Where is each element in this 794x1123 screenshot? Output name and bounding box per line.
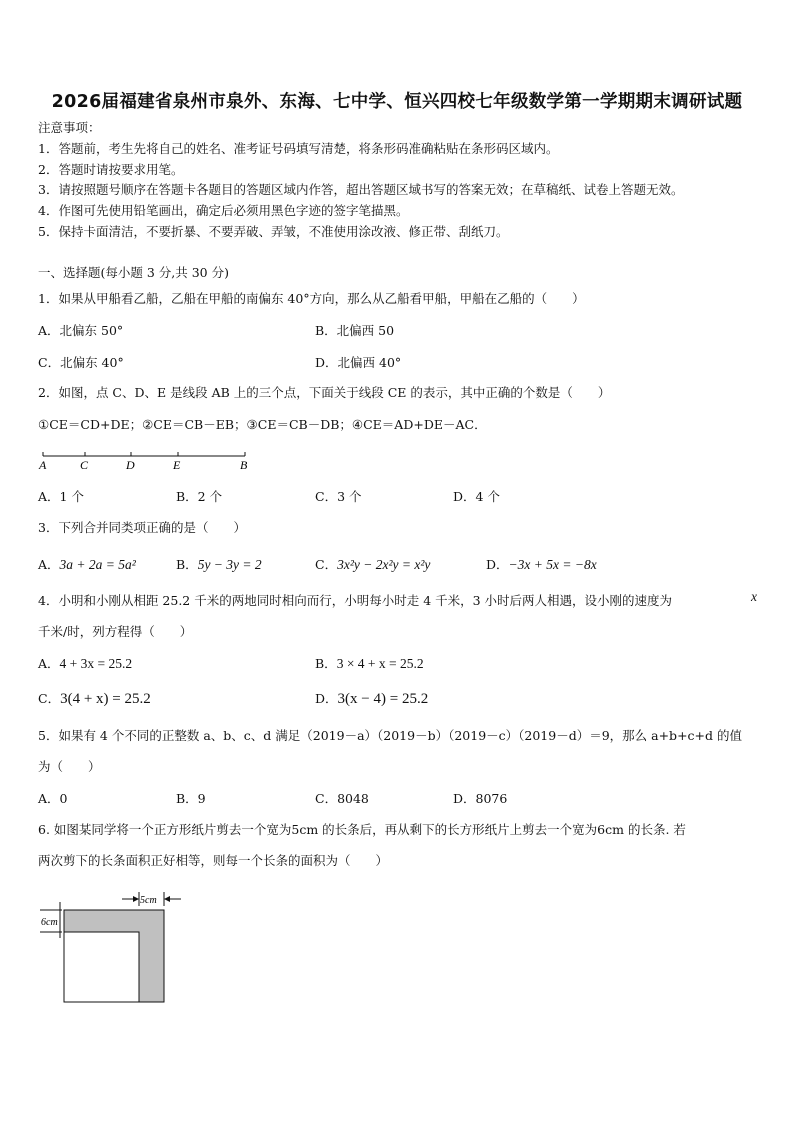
notice-item-5: 5．保持卡面清洁，不要折暴、不要弄破、弄皱，不准使用涂改液、修正带、刮纸刀。 — [38, 224, 509, 239]
notice-item-4: 4．作图可先使用铅笔画出，确定后必须用黑色字迹的签字笔描黑。 — [38, 203, 409, 218]
q5-option-b: B．9 — [176, 791, 206, 806]
q5-stem-line1: 5．如果有 4 个不同的正整数 a、b、c、d 满足（2019－a）（2019－b）（2019－c）（2019－d）＝9，那么 a+b+c+d 的值 — [38, 728, 742, 743]
q2-expressions: ①CE＝CD+DE；②CE＝CB－EB；③CE＝CB－DB；④CE＝AD+DE－AC． — [38, 417, 487, 432]
q3-stem: 3．下列合并同类项正确的是（ ） — [38, 520, 246, 535]
arrowhead-5cm-left — [133, 896, 139, 902]
point-label-d: D — [126, 458, 135, 472]
q3-option-c — [315, 557, 430, 573]
q4-option-d-expr: 3(x − 4) = 25.2 — [337, 691, 429, 707]
point-label-b: B — [240, 458, 248, 472]
q4-option-d — [315, 691, 428, 707]
q2-stem: 2．如图，点 C、D、E 是线段 AB 上的三个点，下面关于线段 CE 的表示，其中正确的个数是（ ） — [38, 385, 611, 400]
q3-option-b-expr: 5y − 3y = 2 — [197, 557, 262, 572]
point-label-a: A — [39, 458, 47, 472]
q3-option-a-expr: 3a + 2a = 5a² — [59, 557, 136, 572]
arrowhead-5cm-right — [164, 896, 170, 902]
q1-option-b: B．北偏西 50 — [315, 323, 395, 338]
q1-stem: 1．如果从甲船看乙船，乙船在甲船的南偏东 40°方向，那么从乙船看甲船，甲船在乙船的（ ） — [38, 291, 585, 306]
section-heading: 一、选择题(每小题 3 分,共 30 分) — [38, 265, 229, 280]
q4-option-b — [315, 656, 424, 672]
notice-heading: 注意事项： — [38, 120, 101, 135]
q2-line-segment-figure — [34, 446, 256, 474]
q3-option-a — [38, 557, 136, 573]
notice-item-3: 3．请按照题号顺序在答题卡各题目的答题区域内作答，超出答题区域书写的答案无效；在草稿纸、试卷上答题无效。 — [38, 182, 684, 197]
q2-option-d: D．4 个 — [453, 489, 500, 504]
q4-option-c-expr: 3(4 + x) = 25.2 — [60, 691, 151, 707]
q1-option-d: D．北偏西 40° — [315, 355, 402, 370]
q2-option-a: A．1 个 — [38, 489, 84, 504]
q6-square-figure — [38, 888, 188, 1010]
q3-option-d-label: D． — [486, 557, 509, 572]
q4-option-d-label: D． — [315, 691, 338, 706]
notice-item-1: 1．答题前，考生先将自己的姓名、准考证号码填写清楚，将条形码准确粘贴在条形码区域内。 — [38, 141, 559, 156]
q3-option-a-label: A． — [38, 557, 60, 572]
q1-option-a: A．北偏东 50° — [38, 323, 124, 338]
point-label-c: C — [80, 458, 89, 472]
q3-option-c-expr: 3x²y − 2x²y = x²y — [337, 557, 431, 572]
q4-variable: x — [751, 589, 757, 604]
remaining-square — [64, 932, 139, 1002]
q4-option-a — [38, 656, 132, 672]
q3-option-b — [176, 557, 262, 573]
q3-option-c-label: C． — [315, 557, 338, 572]
q3-option-d — [486, 557, 597, 573]
point-label-e: E — [173, 458, 181, 472]
q4-option-b-expr: 3 × 4 + x = 25.2 — [336, 656, 424, 671]
q4-option-a-expr: 4 + 3x = 25.2 — [59, 656, 133, 671]
label-6cm: 6cm — [41, 917, 58, 928]
q4-stem-line1 — [38, 589, 757, 609]
q5-option-d: D．8076 — [453, 791, 508, 806]
q4-option-c — [38, 691, 151, 707]
q2-option-c: C．3 个 — [315, 489, 362, 504]
q3-option-b-label: B． — [176, 557, 198, 572]
q5-stem-line2: 为（ ） — [38, 759, 101, 774]
q6-stem-line1: 6. 如图某同学将一个正方形纸片剪去一个宽为5cm 的长条后，再从剩下的长方形纸片上剪去一个宽为6cm 的长条. 若 — [38, 822, 686, 837]
page-title: 2026届福建省泉州市泉外、东海、七中学、恒兴四校七年级数学第一学期期末调研试题 — [51, 92, 743, 112]
q4-option-c-label: C． — [38, 691, 61, 706]
q5-option-c: C．8048 — [315, 791, 369, 806]
q5-option-a: A．0 — [38, 791, 68, 806]
q1-option-c: C．北偏东 40° — [38, 355, 124, 370]
q4-stem-line2: 千米/时，列方程得（ ） — [38, 624, 193, 639]
notice-item-2: 2．答题时请按要求用笔。 — [38, 162, 184, 177]
q6-stem-line2: 两次剪下的长条面积正好相等，则每一个长条的面积为（ ） — [38, 853, 389, 868]
label-5cm: 5cm — [140, 895, 157, 906]
q4-stem-text: 4．小明和小刚从相距 25.2 千米的两地同时相向而行，小明每小时走 4 千米，3 小时后两人相遇，设小刚的速度为 — [38, 593, 673, 608]
q4-option-a-label: A． — [38, 656, 60, 671]
q3-option-d-expr: −3x + 5x = −8x — [508, 557, 597, 572]
q2-option-b: B．2 个 — [176, 489, 223, 504]
q4-option-b-label: B． — [315, 656, 337, 671]
